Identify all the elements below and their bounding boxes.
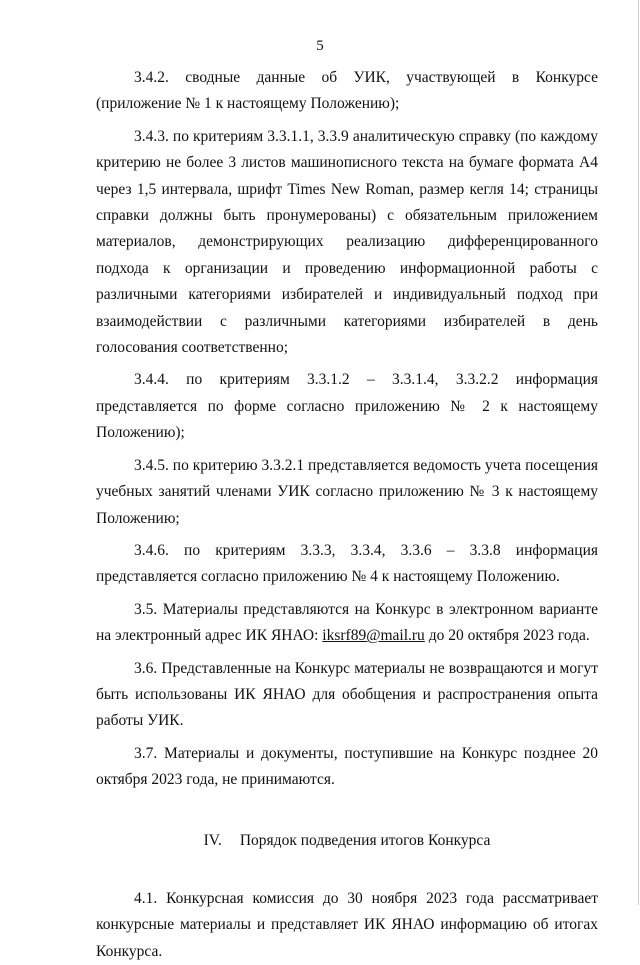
paragraph-3-5: [96, 597, 598, 650]
email-link[interactable]: iksrf89@mail.ru: [322, 627, 425, 645]
paragraph-3-6: 3.6. Представленные на Конкурс материалы не возвращаются и могут быть использованы ИК ЯНАО для обобщения и распространения опыта работы УИК.: [96, 659, 598, 730]
paragraph-3-5-text: 3.5. Материалы представляются на Конкурс в электронном варианте на электронный адрес ИК ЯНАО:: [96, 600, 598, 645]
paragraph-4-1: 4.1. Конкурсная комиссия до 30 ноября 2023 года рассматривает конкурсные материалы и представляет ИК ЯНАО информацию об итогах Конкурса.: [96, 889, 598, 960]
section-iv-number: IV.: [203, 831, 222, 849]
section-iv-title: Порядок подведения итогов Конкурса: [239, 831, 491, 849]
page-edge-line: [638, 0, 639, 905]
section-iv-heading: [96, 828, 598, 854]
page-number: 5: [316, 38, 324, 54]
paragraph-3-5-deadline: до 20 октября 2023 года.: [424, 627, 590, 645]
paragraph-3-4-2: 3.4.2. сводные данные об УИК, участвующей в Конкурсе (приложение № 1 к настоящему Положению);: [96, 69, 598, 113]
paragraph-3-4-3: 3.4.3. по критериям 3.3.1.1, 3.3.9 аналитическую справку (по каждому критерию не более 3 листов машинописного текста на бумаге формата А4 через 1,5 интервала, шрифт Times New Roman, размер кегля 14; страницы справки должны быть пронумерованы) с обязательным приложением материалов, демонстрирующих реализацию дифференцированного подхода к организации и проведению информационной работы с различными категориями избирателей и индивидуальный подход при взаимодействии с различными категориями избирателей в день голосования соответственно;: [96, 127, 598, 357]
paragraph-3-4-4: 3.4.4. по критериям 3.3.1.2 – 3.3.1.4, 3.3.2.2 информация представляется по форме согласно приложению № 2 к настоящему Положению);: [96, 371, 598, 442]
paragraph-3-4-6: 3.4.6. по критериям 3.3.3, 3.3.4, 3.3.6 – 3.3.8 информация представляется согласно приложению № 4 к настоящему Положению.: [96, 541, 598, 586]
paragraph-3-4-5: 3.4.5. по критерию 3.3.2.1 представляется ведомость учета посещения учебных занятий членами УИК согласно приложению № 3 к настоящему Положению;: [96, 456, 598, 527]
document-body: [96, 65, 598, 965]
paragraph-3-7: 3.7. Материалы и документы, поступившие на Конкурс позднее 20 октября 2023 года, не принимаются.: [96, 744, 598, 789]
